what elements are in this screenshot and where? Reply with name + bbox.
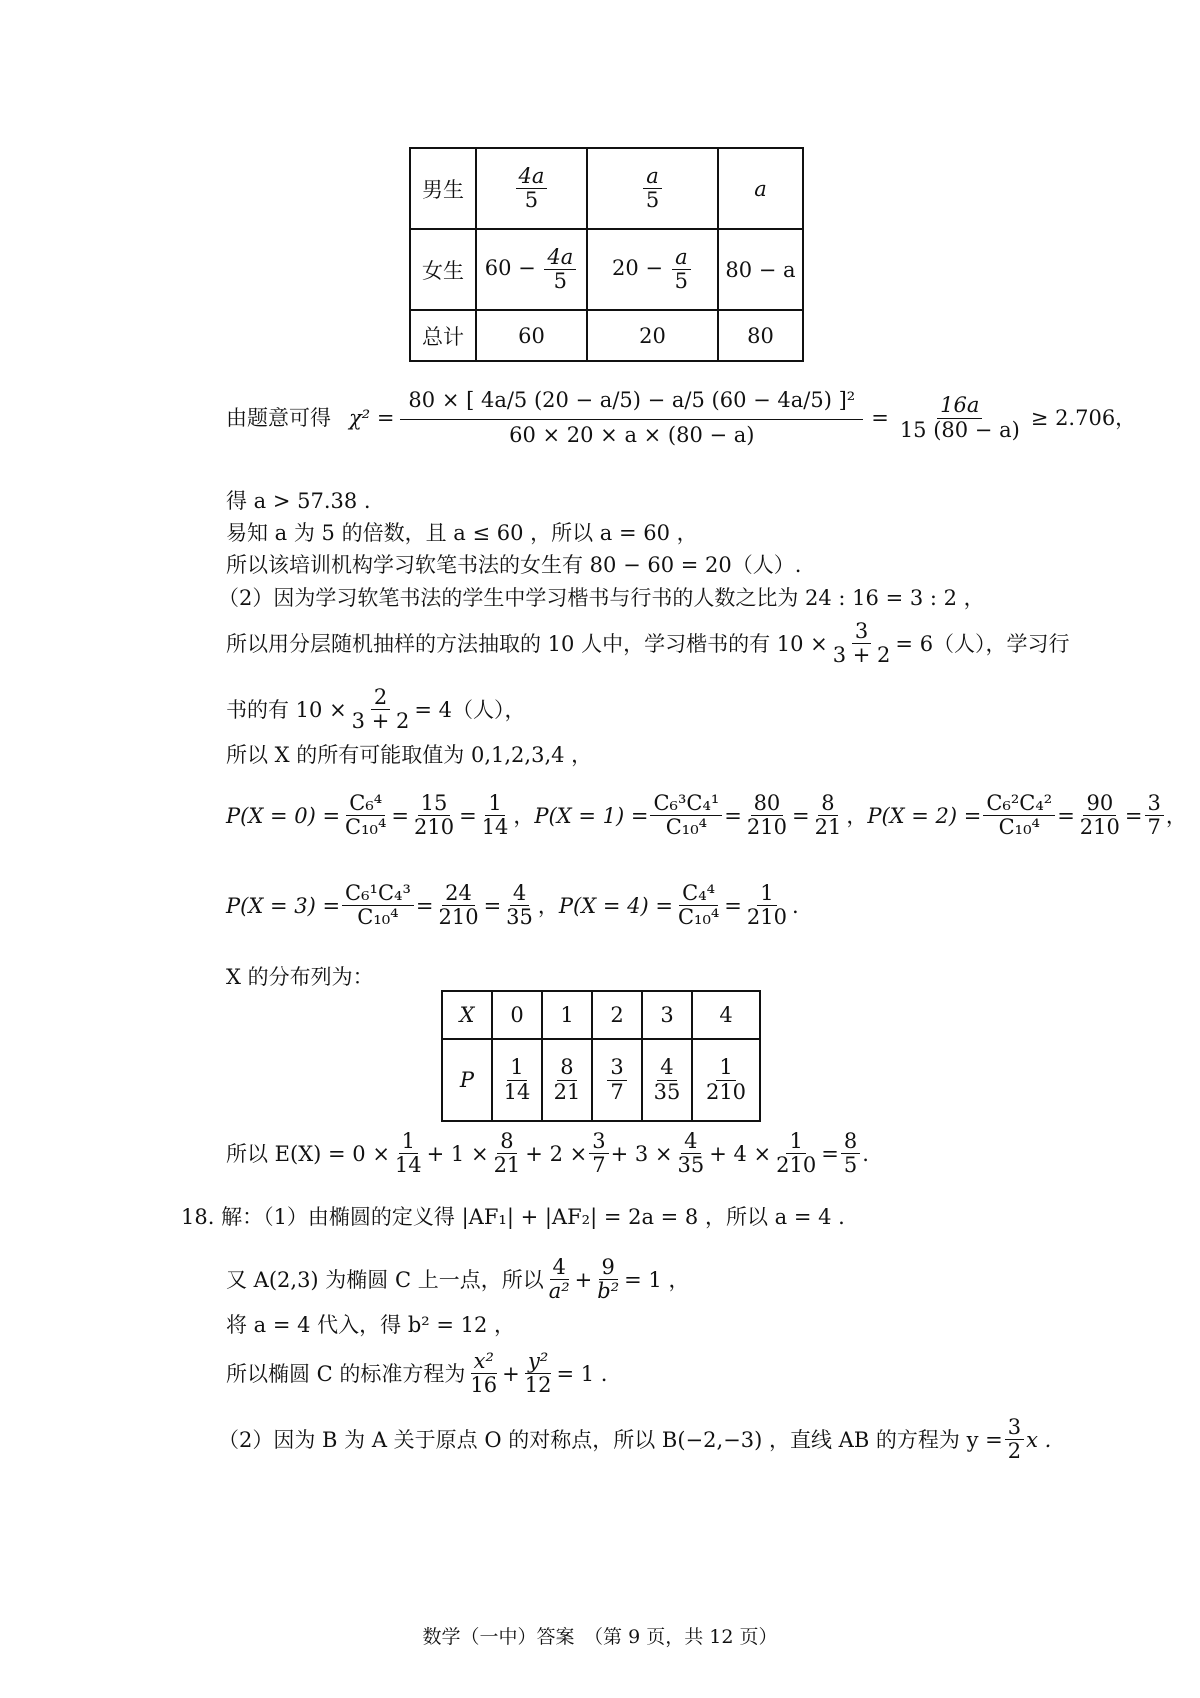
expectation-line: 所以 E(X) = 0 × $\frac{1}{14}$ + 1 × $\frac{8}{21}$ + 2 × $\frac{3}{7}$ + 3 × $\frac{4}{35}$ + 4 × $\frac{1}{210}$ = $\frac{8}{5}$ . [226, 1129, 869, 1178]
chi-eq: = [871, 406, 889, 430]
cell-female-1: 60 − $\frac{4a}{5}$ [476, 229, 587, 310]
q18-line-1: 18. 解：（1）由椭圆的定义得 |AF₁| + |AF₂| = 2a = 8 ，所以 a = 4 . [181, 1205, 845, 1229]
dist-p-4: $\frac{1}{210}$ [692, 1039, 760, 1121]
row-label-female: 女生 [410, 229, 476, 310]
chi-numerator: 80 × [ 4a/5 (20 − a/5) − a/5 (60 − 4a/5) ]² [400, 389, 863, 419]
dist-x-4: 4 [692, 991, 760, 1039]
q18-line-3: 将 a = 4 代入，得 b² = 12 ， [226, 1313, 516, 1337]
prob-row-1: P(X = 0) = $\frac{\text{C₆⁴}}{\text{C₁₀⁴}}$ = $\frac{15}{210}$ = $\frac{1}{14}$ ， P(X = 1) = $\frac{\text{C₆³C₄¹}}{\text{C₁₀⁴}}$ = $\frac{80}{210}$ = $\frac{8}{21}$ ， P(X = 2) = $\frac{\text{C₆²C₄²}}{\text{C₁₀⁴}}$ = $\frac{90}{210}$ = $\frac{3}{7}$ ， [226, 791, 1187, 840]
line-kaishu: 所以用分层随机抽样的方法抽取的 10 人中，学习楷书的有 10 × $\frac{3}{3 + 2}$ = 6（人），学习行 [226, 619, 1070, 668]
dist-p-label: P [442, 1039, 492, 1121]
chi-tail: ≥ 2.706， [1030, 406, 1137, 430]
line-female-count: 所以该培训机构学习软笔书法的女生有 80 − 60 = 20（人）. [226, 553, 802, 577]
dist-x-3: 3 [642, 991, 692, 1039]
cell-male-2: $\frac{a}{5}$ [587, 148, 718, 229]
dist-x-1: 1 [542, 991, 592, 1039]
cell-male-3: a [718, 148, 803, 229]
cell-total-1: 60 [476, 310, 587, 361]
chi-square-formula [226, 368, 1136, 468]
chi-fraction [400, 389, 863, 446]
line-a-bound: 得 a > 57.38 . [226, 489, 371, 513]
cell-female-3: 80 − a [718, 229, 803, 310]
row-label-total: 总计 [410, 310, 476, 361]
cell-male-1: $\frac{4a}{5}$ [476, 148, 587, 229]
chi-denominator: 60 × 20 × a × (80 − a) [509, 422, 755, 447]
prob-row-2: P(X = 3) = $\frac{\text{C₆¹C₄³}}{\text{C₁₀⁴}}$ = $\frac{24}{210}$ = $\frac{4}{35}$ ， P(X = 4) = $\frac{\text{C₄⁴}}{\text{C₁₀⁴}}$ = $\frac{1}{210}$ . [226, 881, 799, 930]
q18-line-5: （2）因为 B 为 A 关于原点 O 的对称点，所以 B(−2,−3) ，直线 AB 的方程为 y = $\frac{3}{2}$ x . [218, 1415, 1052, 1464]
line-xingshu: 书的有 10 × $\frac{2}{3 + 2}$ = 4（人）， [226, 685, 526, 734]
dist-p-0: $\frac{1}{14}$ [492, 1039, 542, 1121]
line-a-multiple: 易知 a 为 5 的倍数，且 a ≤ 60 ，所以 a = 60 ， [226, 521, 698, 545]
dist-p-3: $\frac{4}{35}$ [642, 1039, 692, 1121]
chi-symbol: χ² = [349, 406, 395, 430]
chi-rhs: $\frac{16a}{15 (80 - a)}$ [899, 393, 1020, 442]
gender-table [409, 147, 804, 362]
page-footer: 数学（一中）答案 （第 9 页，共 12 页） [422, 1626, 778, 1648]
dist-p-1: $\frac{8}{21}$ [542, 1039, 592, 1121]
cell-total-3: 80 [718, 310, 803, 361]
distribution-table [441, 990, 761, 1122]
line-x-values: 所以 X 的所有可能取值为 0,1,2,3,4 ， [226, 743, 593, 767]
dist-x-0: 0 [492, 991, 542, 1039]
dist-x-label: X [442, 991, 492, 1039]
dist-x-2: 2 [592, 991, 642, 1039]
dist-caption: X 的分布列为： [226, 965, 374, 989]
q18-line-2: 又 A(2,3) 为椭圆 C 上一点，所以 $\frac{4}{\text{a²}}$ + $\frac{9}{\text{b²}}$ = 1 ， [226, 1255, 690, 1304]
q18-line-4: 所以椭圆 C 的标准方程为 $\frac{\text{x²}}{16}$ + $\frac{\text{y²}}{12}$ = 1 . [226, 1349, 608, 1398]
dist-p-2: $\frac{3}{7}$ [592, 1039, 642, 1121]
line-ratio: （2）因为学习软笔书法的学生中学习楷书与行书的人数之比为 24 : 16 = 3 : 2 ， [218, 586, 985, 610]
cell-female-2: 20 − $\frac{a}{5}$ [587, 229, 718, 310]
cell-total-2: 20 [587, 310, 718, 361]
row-label-male: 男生 [410, 148, 476, 229]
chi-lead: 由题意可得 [226, 406, 331, 430]
